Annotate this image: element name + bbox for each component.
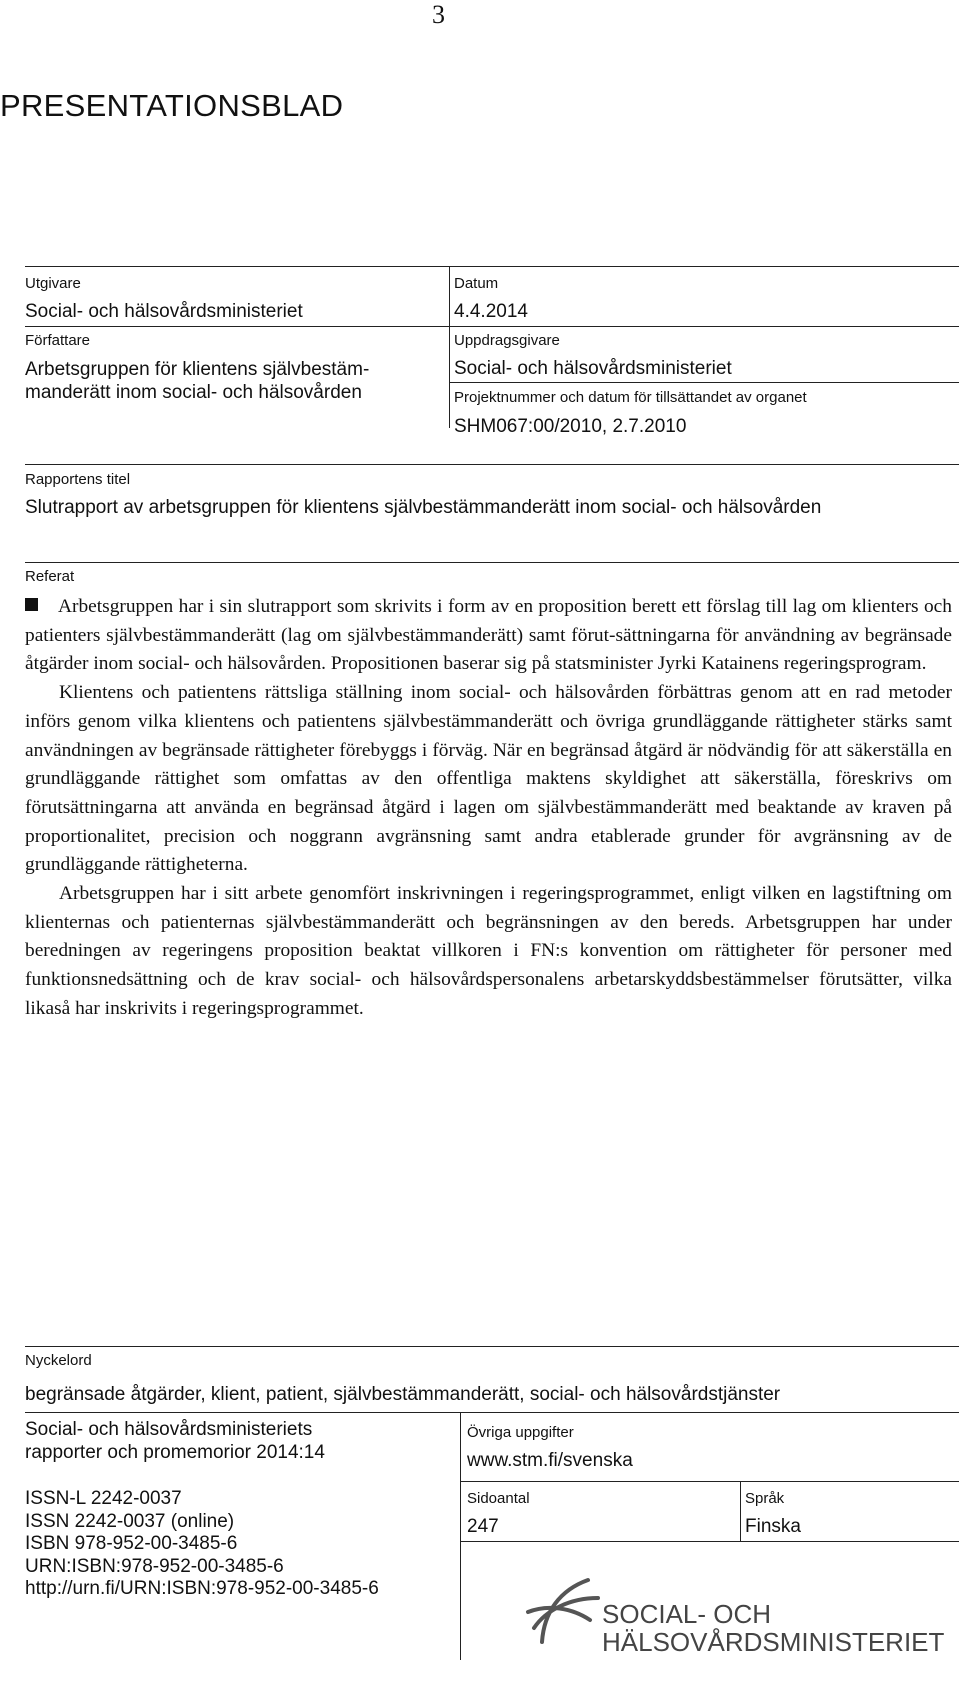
identifier-isbn: ISBN 978-952-00-3485-6 — [25, 1533, 238, 1554]
divider-report-title — [25, 464, 959, 465]
divider-series — [25, 1412, 959, 1413]
divider-keywords — [25, 1346, 959, 1347]
authors-line-1: Arbetsgruppen för klientens självbestäm- — [25, 359, 370, 380]
keywords-label: Nyckelord — [25, 1352, 92, 1369]
language-label: Språk — [745, 1490, 785, 1507]
keywords-value: begränsade åtgärder, klient, patient, självbestämmanderätt, social- och hälsovårdstjänster — [25, 1384, 781, 1405]
divider-top — [25, 266, 959, 267]
identifier-issn-online: ISSN 2242-0037 (online) — [25, 1510, 235, 1532]
pages-label: Sidoantal — [467, 1490, 530, 1507]
project-label: Projektnummer och datum för tillsättandet av organet — [454, 389, 807, 406]
date-label: Datum — [454, 275, 499, 292]
logo-text — [602, 1600, 944, 1656]
abstract-paragraph-3: Arbetsgruppen har i sitt arbete genomfört inskrivningen i regeringsprogrammet, enligt vilken en lagstiftning om klienternas och patienternas självbestämmanderätt och begränsningen av den bereds. Arbetsgruppen har under beredningen av regeringens proposition beaktat villkoren i FN:s konvention om rättigheter för personer med funktionsnedsättning och de krav social- och hälsovårdspersonalens arbetarskyddsbestämmelser förutsätter, vilka likaså har inskrivits i regeringsprogrammet. — [25, 883, 952, 1019]
report-title-value: Slutrapport av arbetsgruppen för klientens självbestämmanderätt inom social- och hälsovården — [25, 497, 822, 518]
divider-project — [449, 382, 959, 383]
other-info-label: Övriga uppgifter — [467, 1424, 574, 1441]
ministry-logo — [520, 1572, 945, 1672]
divider-row2 — [25, 326, 959, 327]
abstract-paragraph-1 — [25, 593, 952, 679]
publisher-label: Utgivare — [25, 275, 81, 292]
identifier-issn-l: ISSN-L 2242-0037 — [25, 1488, 182, 1509]
commissioner-label: Uppdragsgivare — [454, 332, 560, 349]
authors-line-2: manderätt inom social- och hälsovården — [25, 382, 362, 403]
logo-text-line-1: SOCIAL- OCH — [602, 1599, 772, 1629]
commissioner-value: Social- och hälsovårdsministeriet — [454, 358, 732, 379]
abstract-label: Referat — [25, 568, 75, 585]
project-value: SHM067:00/2010, 2.7.2010 — [454, 416, 687, 437]
identifiers-list — [25, 1488, 379, 1601]
divider-vertical-bottom — [460, 1412, 461, 1660]
series-value — [25, 1418, 325, 1464]
divider-vertical-language — [740, 1481, 741, 1541]
document-title: PRESENTATIONSBLAD — [0, 88, 344, 123]
series-line-2: rapporter och promemorior 2014:14 — [25, 1442, 325, 1463]
language-value: Finska — [745, 1516, 801, 1537]
report-title-label: Rapportens titel — [25, 471, 131, 488]
abstract-paragraph-1-text: Arbetsgruppen har i sin slutrapport som skrivits i form av en proposition berett ett förslag till lag om klienters och patienters självbestämmanderätt (lag om självbestämmanderätt) samt förut-sättningarna för användning av begränsade åtgärder inom social- och hälsovården. Propositionen baserar sig på statsminister Jyrki Katainens regeringsprogram. — [25, 596, 952, 675]
divider-pages — [460, 1481, 959, 1482]
divider-logo — [460, 1541, 959, 1542]
identifier-urn: URN:ISBN:978-952-00-3485-6 — [25, 1555, 284, 1577]
identifier-url: http://urn.fi/URN:ISBN:978-952-00-3485-6 — [25, 1578, 379, 1599]
logo-text-line-2: HÄLSOVÅRDSMINISTERIET — [602, 1627, 945, 1657]
pages-value: 247 — [467, 1516, 499, 1537]
date-value: 4.4.2014 — [454, 301, 528, 322]
abstract-paragraph-2: Klientens och patientens rättsliga ställning inom social- och hälsovården förbättras genom att en rad metoder införs genom vilka klientens och patientens självbestämmanderätt och övriga grundläggande rättigheter stärks samt användningen av begränsade rättigheter förebyggs i förväg. När en begränsad åtgärd är nödvändig för att säkerställa en grundläggande rättighet som omfattas av den offentliga maktens skyldighet att säkerställa, föreskrivs om förutsättningarna att använda en begränsad åtgärd i lagen om självbestämmanderätt med beaktande av kraven på proportionalitet, precision och noggrann avgränsning samt andra etablerade grunder för avgränsning av de grundläggande rättigheterna. — [25, 682, 952, 876]
other-info-value: www.stm.fi/svenska — [467, 1450, 633, 1471]
publisher-value: Social- och hälsovårdsministeriet — [25, 301, 303, 322]
divider-abstract — [25, 562, 959, 563]
divider-vertical-top — [449, 266, 450, 428]
series-line-1: Social- och hälsovårdsministeriets — [25, 1419, 313, 1440]
page-number: 3 — [432, 0, 445, 29]
abstract-body — [25, 593, 952, 1024]
authors-label: Författare — [25, 332, 91, 349]
authors-value — [25, 358, 369, 404]
square-bullet-icon — [25, 598, 38, 611]
